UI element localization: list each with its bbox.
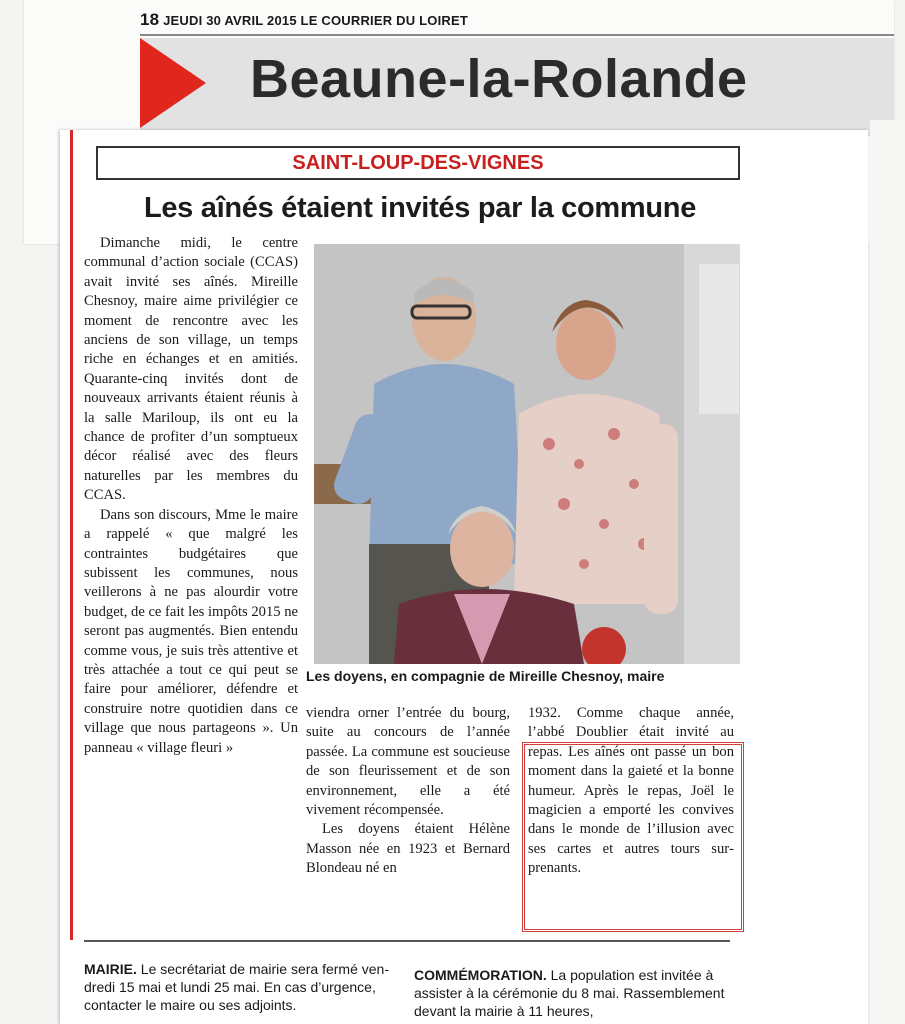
highlight-box	[522, 742, 744, 932]
article-headline: Les aînés étaient invités par la commune	[143, 192, 697, 224]
brief-mairie	[84, 960, 400, 1014]
page-edge	[870, 120, 905, 1024]
brief-label: MAIRIE.	[84, 961, 137, 977]
brief-label: COMMÉMORATION.	[414, 967, 547, 983]
article-column-2	[306, 704, 510, 879]
paragraph: Dimanche midi, le centre communal d’action sociale (CCAS) avait invité ses aînés. Mireille Chesnoy, maire aime privilégier ce moment de rencontre avec les anciens de son village, un temps riche en échanges et en amitiés. Quarante-cinq invités dont de nouveaux arrivants étaient réunis à la salle Mariloup, ils ont eu la chance de profiter d’un somptueux décor réalisé avec des fleurs naturelles par les membres du CCAS.	[84, 235, 298, 504]
section-title: Beaune-la-Rolande	[250, 49, 748, 109]
article-photo	[314, 244, 740, 664]
page-number: 18	[140, 10, 160, 29]
brief-text: La population est invitée à assister à la cérémonie du 8 mai. Rassemblement devant la mairie à 11 heures,	[414, 967, 725, 1019]
photo-caption: Les doyens, en compagnie de Mireille Chesnoy, maire	[306, 668, 665, 684]
paragraph: Dans son discours, Mme le maire a rappelé « que malgré les contraintes budgétaires que subissent les communes, nous veillerons à ne pas alourdir votre budget, de ce fait les impôts 2015 ne seront pas augmentés. Bien entendu comme vous, je suis très attentive et très attachée a tout ce qui peut se faire pour améliorer, défendre et construire notre quotidien dans ce village que nous partageons ». Un panneau « village fleuri »	[84, 506, 298, 756]
paragraph: viendra orner l’entrée du bourg, suite au concours de l’année passée. La commune est soucieuse de son fleurissement et de son environnement, elle a été vivement récompensée.	[306, 705, 510, 819]
brief-commemoration	[414, 966, 734, 1020]
briefs-rule	[84, 940, 730, 942]
red-arrow-icon	[140, 38, 206, 128]
clipping-red-edge	[70, 130, 73, 940]
header-rule	[140, 34, 894, 36]
page-dateline	[140, 10, 468, 30]
paragraph: Les doyens étaient Hélène Masson née en 1923 et Bernard Blondeau né en	[306, 821, 510, 877]
kicker-box	[96, 146, 740, 180]
photo-illustration	[314, 244, 740, 664]
dateline-text: JEUDI 30 AVRIL 2015 LE COURRIER DU LOIRET	[163, 13, 468, 28]
kicker-text: SAINT-LOUP-DES-VIGNES	[292, 152, 544, 174]
brief-text: Le secrétariat de mairie sera fermé vendredi 15 mai et lundi 25 mai. En cas d’urgence, contacter le maire ou ses adjoints.	[84, 961, 390, 1013]
article-column-1	[84, 234, 298, 758]
paragraph: 1932. Comme chaque année, l’abbé Doublier était invité au repas. Les aînés ont passé un bon moment dans la gaieté et la bonne humeur. Après le repas, Joël le magicien a emporté les convives dans le monde de l’illusion avec ses cartes et autres tours surprenants.	[528, 705, 734, 877]
